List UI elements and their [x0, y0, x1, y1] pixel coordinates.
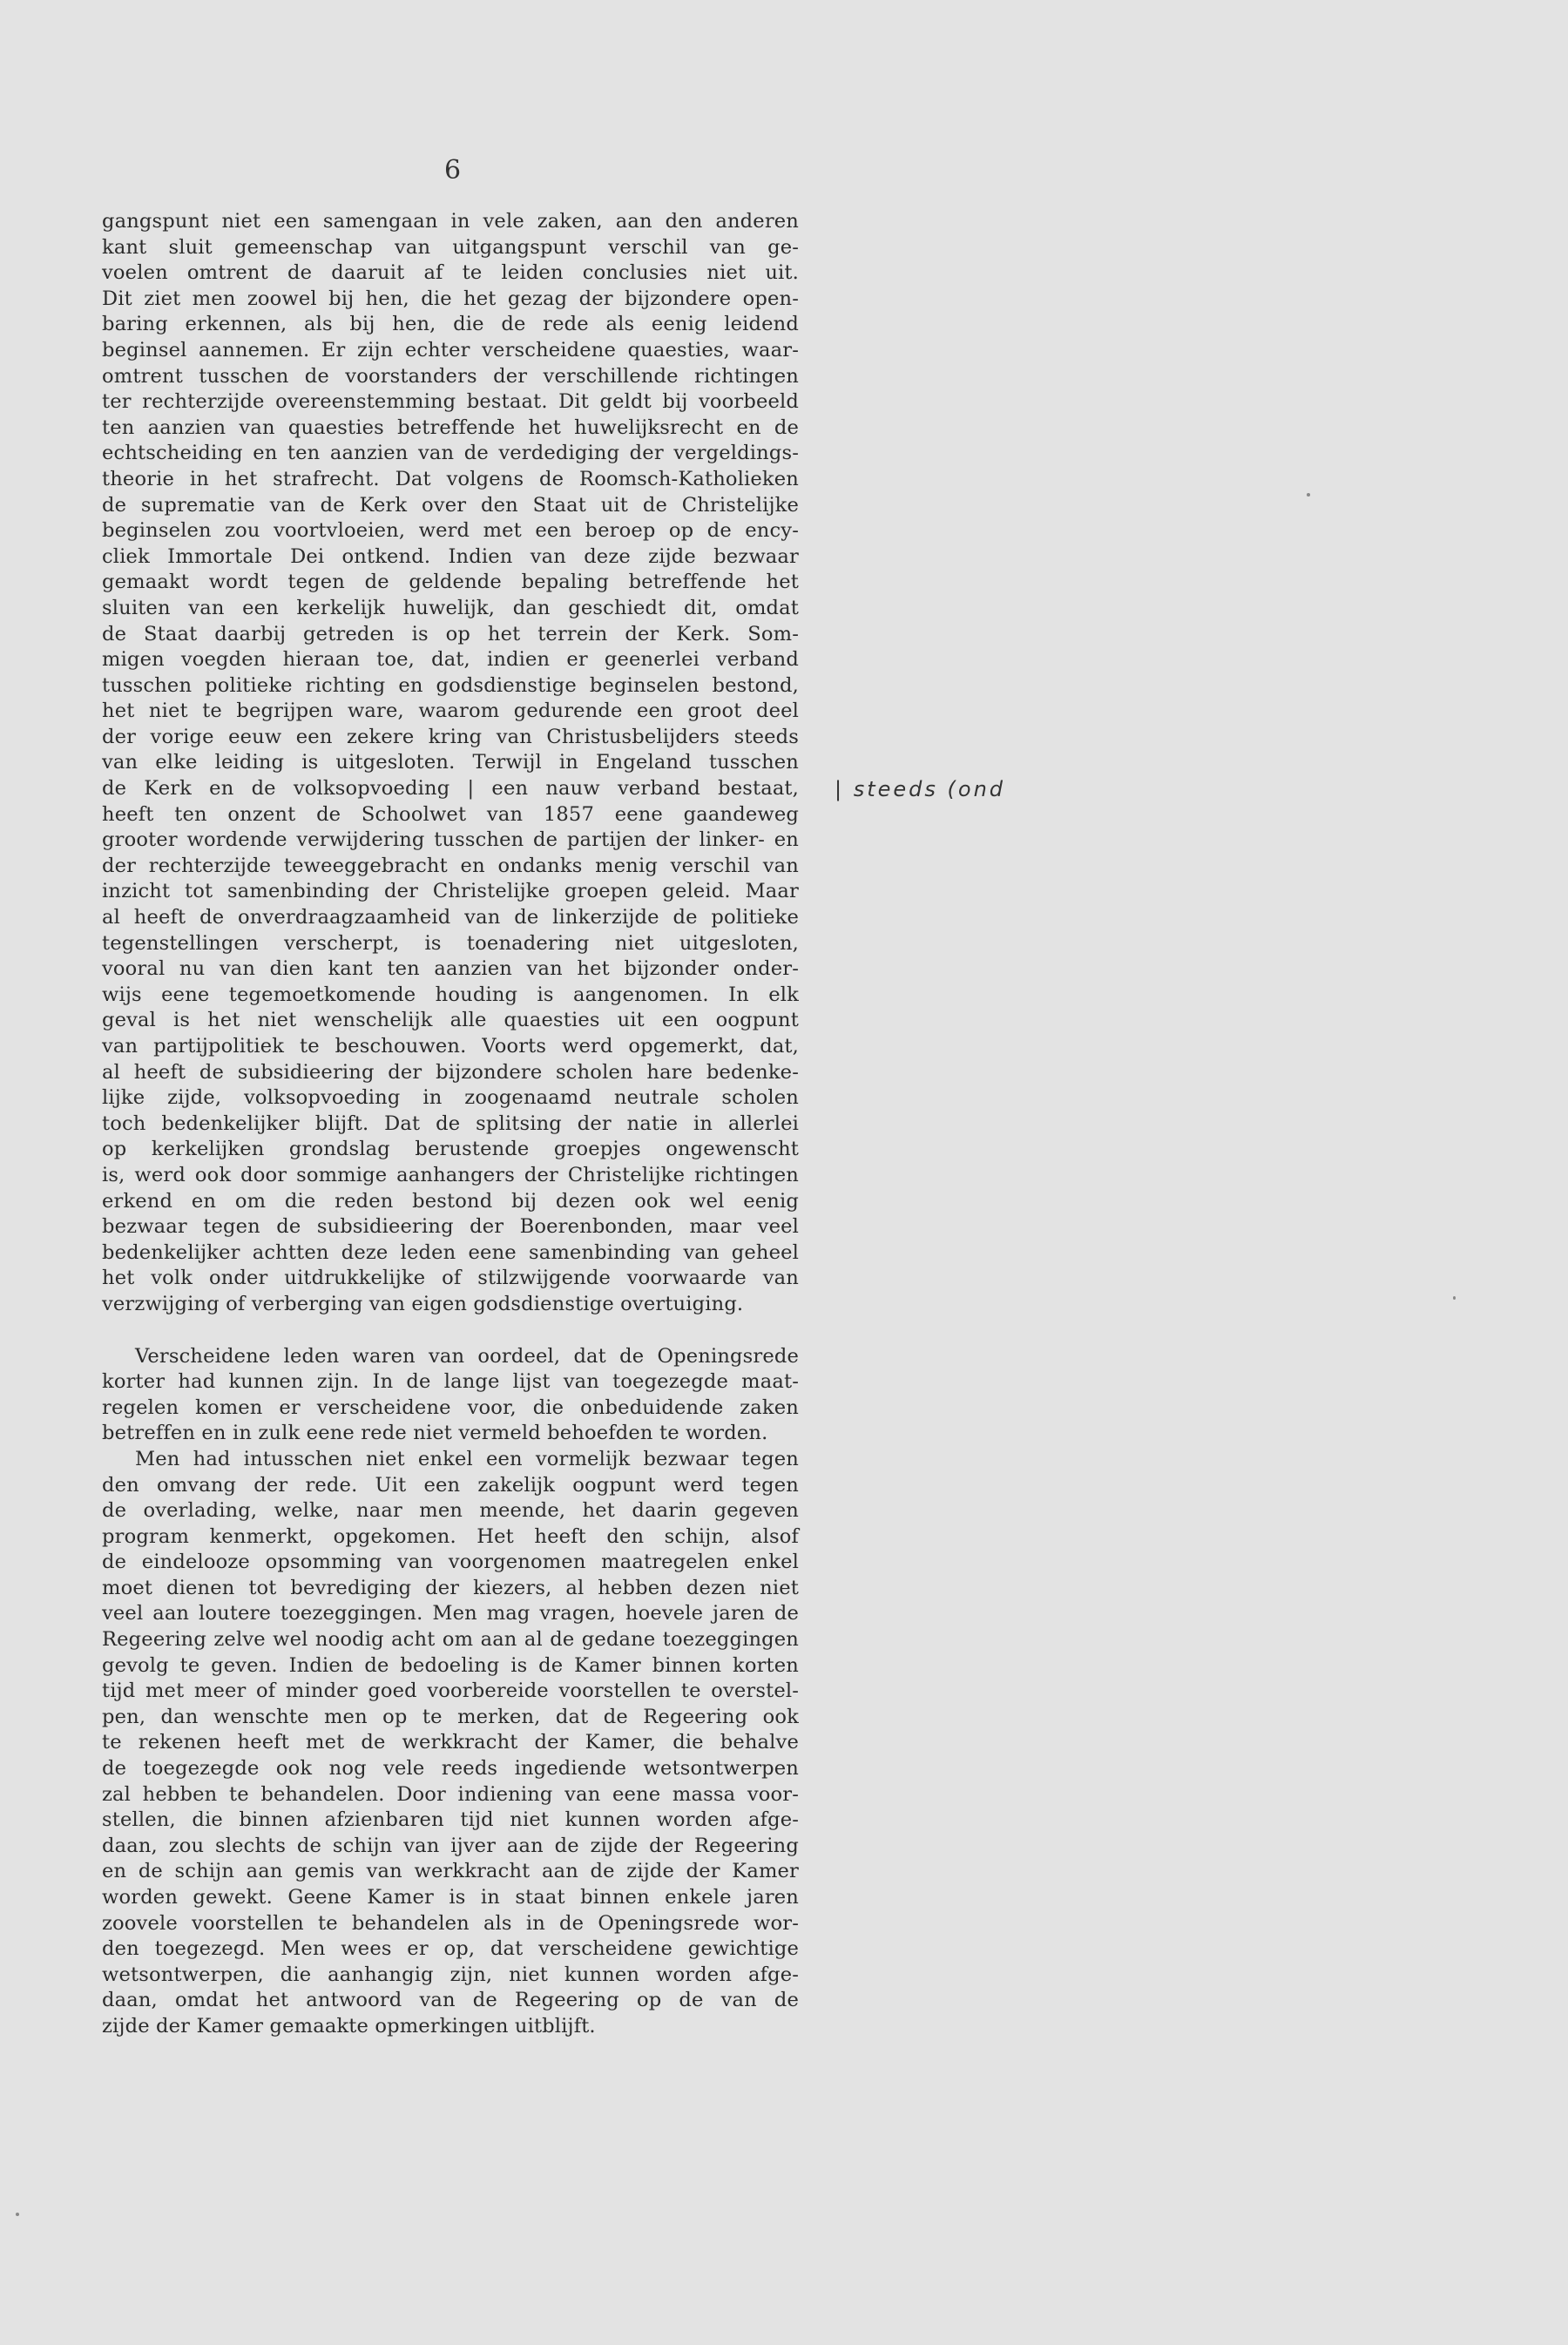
- text-line: ter rechterzijde overeenstemming bestaat. Dit geldt bij voorbeeld: [102, 390, 799, 414]
- text-line: kant sluit gemeenschap van uitgangspunt verschil van ge-: [102, 235, 799, 259]
- text-line: erkend en om die reden bestond bij dezen ook wel eenig: [102, 1189, 799, 1213]
- text-line: wijs eene tegemoetkomende houding is aangenomen. In elk: [102, 983, 799, 1006]
- text-line: beginsel aannemen. Er zijn echter verscheidene quaesties, waar-: [102, 338, 799, 362]
- text-line: zoovele voorstellen te behandelen als in de Openingsrede wor-: [102, 1911, 799, 1935]
- text-line: der vorige eeuw een zekere kring van Christusbelijders steeds: [102, 725, 799, 748]
- text-line: gemaakt wordt tegen de geldende bepaling betreffende het: [102, 571, 799, 594]
- text-line: echtscheiding en ten aanzien van de verdediging der vergeldings-: [102, 442, 799, 465]
- text-line: vooral nu van dien kant ten aanzien van het bijzonder onder-: [102, 957, 799, 981]
- page-number: 6: [444, 155, 462, 186]
- text-column: [102, 209, 799, 2040]
- text-line: ten aanzien van quaesties betreffende het huwelijksrecht en de: [102, 416, 799, 439]
- text-line: tegenstellingen verscherpt, is toenadering niet uitgesloten,: [102, 931, 799, 955]
- text-line: betreffen en in zulk eene rede niet vermeld behoefden te worden.: [102, 1422, 768, 1445]
- text-line: inzicht tot samenbinding der Christelijke groepen geleid. Maar: [102, 880, 799, 903]
- text-line: de Staat daarbij getreden is op het terrein der Kerk. Som-: [102, 622, 799, 645]
- text-line: geval is het niet wenschelijk alle quaesties uit een oogpunt: [102, 1009, 799, 1032]
- text-line: daan, zou slechts de schijn van ijver aan de zijde der Regeering: [102, 1834, 799, 1857]
- text-line: wetsontwerpen, die aanhangig zijn, niet kunnen worden afge-: [102, 1963, 799, 1986]
- paragraph-gap: [102, 1318, 799, 1344]
- text-line: grooter wordende verwijdering tusschen de partijen der linker- en: [102, 828, 799, 852]
- paragraph: [102, 209, 799, 1318]
- text-line: Regeering zelve wel noodig acht om aan al de gedane toezeggingen: [102, 1628, 799, 1652]
- paragraph: [102, 1344, 799, 1447]
- text-line: baring erkennen, als bij hen, die de rede als eenig leidend: [102, 313, 799, 336]
- text-line: al heeft de onverdraagzaamheid van de linkerzijde de politieke: [102, 906, 799, 929]
- text-line: bezwaar tegen de subsidieering der Boerenbonden, maar veel: [102, 1215, 799, 1239]
- paper-speck: [16, 2213, 19, 2216]
- text-line: verzwijging of verberging van eigen godsdienstige overtuiging.: [102, 1292, 744, 1315]
- text-line: zijde der Kamer gemaakte opmerkingen uitblijft.: [102, 2014, 596, 2038]
- text-line: zal hebben te behandelen. Door indiening van eene massa voor-: [102, 1782, 799, 1806]
- text-line: het niet te begrijpen ware, waarom gedurende een groot deel: [102, 699, 799, 723]
- text-line: lijke zijde, volksopvoeding in zoogenaamd neutrale scholen: [102, 1086, 799, 1110]
- text-line: theorie in het strafrecht. Dat volgens de Roomsch-Katholieken: [102, 467, 799, 490]
- text-line: de overlading, welke, naar men meende, het daarin gegeven: [102, 1499, 799, 1523]
- text-line: cliek Immortale Dei ontkend. Indien van deze zijde bezwaar: [102, 544, 799, 568]
- text-line: worden gewekt. Geene Kamer is in staat binnen enkele jaren: [102, 1886, 799, 1909]
- text-line: omtrent tusschen de voorstanders der verschillende richtingen: [102, 364, 799, 388]
- paper-speck: [1307, 493, 1310, 497]
- text-line: den omvang der rede. Uit een zakelijk oogpunt werd tegen: [102, 1473, 799, 1497]
- text-line: bedenkelijker achtten deze leden eene samenbinding van geheel: [102, 1240, 799, 1264]
- text-line: is, werd ook door sommige aanhangers der Christelijke richtingen: [102, 1163, 799, 1186]
- text-line: pen, dan wenschte men op te merken, dat de Regeering ook: [102, 1705, 799, 1728]
- text-line: al heeft de subsidieering der bijzondere scholen hare bedenke-: [102, 1060, 799, 1084]
- text-line: van partijpolitiek te beschouwen. Voorts werd opgemerkt, dat,: [102, 1035, 799, 1058]
- text-line: voelen omtrent de daaruit af te leiden conclusies niet uit.: [102, 261, 799, 285]
- paper-speck: [1453, 1296, 1456, 1300]
- text-line: gevolg te geven. Indien de bedoeling is de Kamer binnen korten: [102, 1653, 799, 1677]
- text-line: heeft ten onzent de Schoolwet van 1857 eene gaandeweg: [102, 802, 799, 826]
- text-line: regelen komen er verscheidene voor, die onbeduidende zaken: [102, 1396, 799, 1419]
- text-line: tusschen politieke richting en godsdienstige beginselen bestond,: [102, 673, 799, 697]
- text-line: migen voegden hieraan toe, dat, indien er geenerlei verband: [102, 648, 799, 672]
- text-line: de toegezegde ook nog vele reeds ingediende wetsontwerpen: [102, 1757, 799, 1781]
- text-line: Dit ziet men zoowel bij hen, die het gezag der bijzondere open-: [102, 287, 799, 310]
- text-line: der rechterzijde teweeggebracht en ondanks menig verschil van: [102, 854, 799, 877]
- text-line: den toegezegd. Men wees er op, dat verscheidene gewichtige: [102, 1937, 799, 1961]
- text-line: te rekenen heeft met de werkkracht der Kamer, die behalve: [102, 1731, 799, 1754]
- text-line: program kenmerkt, opgekomen. Het heeft den schijn, alsof: [102, 1524, 799, 1548]
- text-line: van elke leiding is uitgesloten. Terwijl in Engeland tusschen: [102, 751, 799, 774]
- text-line: op kerkelijken grondslag berustende groepjes ongewenscht: [102, 1138, 799, 1161]
- text-line: de eindelooze opsomming van voorgenomen maatregelen enkel: [102, 1551, 799, 1574]
- text-line: stellen, die binnen afzienbaren tijd niet kunnen worden afge-: [102, 1808, 799, 1832]
- text-line: beginselen zou voortvloeien, werd met een beroep op de ency-: [102, 519, 799, 543]
- text-line: gangspunt niet een samengaan in vele zaken, aan den anderen: [102, 210, 799, 233]
- text-line: korter had kunnen zijn. In de lange lijst van toegezegde maat-: [102, 1370, 799, 1394]
- text-line: tijd met meer of minder goed voorbereide voorstellen te overstel-: [102, 1679, 799, 1703]
- text-line: daan, omdat het antwoord van de Regeering op de van de: [102, 1989, 799, 2012]
- text-line: moet dienen tot bevrediging der kiezers, al hebben dezen niet: [102, 1576, 799, 1599]
- text-line: het volk onder uitdrukkelijke of stilzwijgende voorwaarde van: [102, 1267, 799, 1290]
- text-line: toch bedenkelijker blijft. Dat de splitsing der natie in allerlei: [102, 1112, 799, 1135]
- text-line: en de schijn aan gemis van werkkracht aan de zijde der Kamer: [102, 1860, 799, 1883]
- text-line: Verscheidene leden waren van oordeel, dat de Openingsrede: [135, 1344, 799, 1368]
- text-line: de suprematie van de Kerk over den Staat uit de Christelijke: [102, 493, 799, 517]
- paragraph: [102, 1447, 799, 2040]
- text-line: veel aan loutere toezeggingen. Men mag vragen, hoevele jaren de: [102, 1602, 799, 1625]
- handwritten-margin-note: | steeds (ond: [835, 777, 1006, 801]
- text-line: sluiten van een kerkelijk huwelijk, dan geschiedt dit, omdat: [102, 596, 799, 619]
- text-line: de Kerk en de volksopvoeding | een nauw verband bestaat,: [102, 777, 799, 801]
- text-line: Men had intusschen niet enkel een vormelijk bezwaar tegen: [135, 1447, 799, 1470]
